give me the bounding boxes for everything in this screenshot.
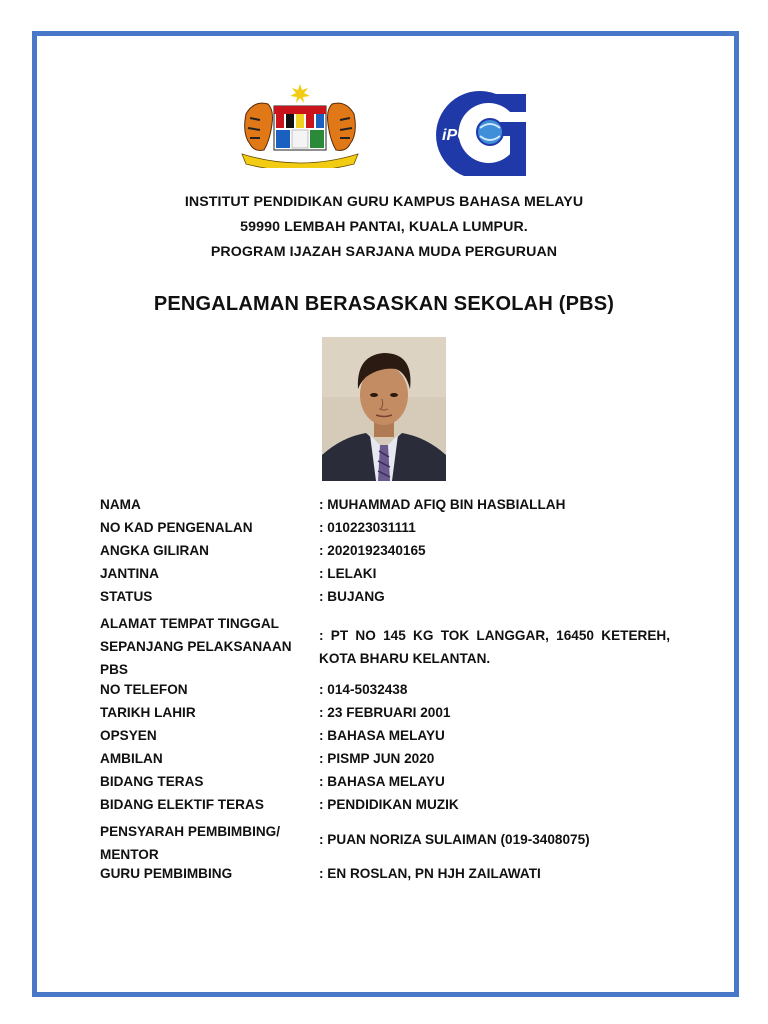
student-photo xyxy=(322,337,446,481)
row-label: AMBILAN xyxy=(100,751,163,766)
row-label: ANGKA GILIRAN xyxy=(100,543,209,558)
page-title: PENGALAMAN BERASASKAN SEKOLAH (PBS) xyxy=(153,293,615,315)
row-value: : EN ROSLAN, PN HJH ZAILAWATI xyxy=(319,866,541,881)
row-value: : 010223031111 xyxy=(319,520,416,535)
program-name: PROGRAM IJAZAH SARJANA MUDA PERGURUAN xyxy=(210,244,558,260)
row-label: BIDANG ELEKTIF TERAS xyxy=(100,797,264,812)
row-label: TARIKH LAHIR xyxy=(100,705,196,720)
row-label: JANTINA xyxy=(100,566,159,581)
row-value: : 23 FEBRUARI 2001 xyxy=(319,705,451,720)
row-label: STATUS xyxy=(100,589,153,604)
row-label: GURU PEMBIMBING xyxy=(100,866,233,881)
row-value: : PUAN NORIZA SULAIMAN (019-3408075) xyxy=(319,832,590,847)
row-value: : PISMP JUN 2020 xyxy=(319,751,435,766)
row-value: : 014-5032438 xyxy=(319,682,408,697)
logo-row xyxy=(0,84,768,184)
row-label: BIDANG TERAS xyxy=(100,774,204,789)
row-label: PENSYARAH PEMBIMBING/ MENTOR xyxy=(100,824,281,862)
row-label: NAMA xyxy=(100,497,141,512)
institute-name: INSTITUT PENDIDIKAN GURU KAMPUS BAHASA MELAYU xyxy=(184,194,584,210)
row-value: : 2020192340165 xyxy=(319,543,426,558)
row-value: : PENDIDIKAN MUZIK xyxy=(319,797,459,812)
row-value: : BAHASA MELAYU xyxy=(319,774,445,789)
row-value: : PT NO 145 KG TOK LANGGAR, 16450 KETEREH, KOTA BHARU KELANTAN. xyxy=(319,628,670,666)
row-label: NO TELEFON xyxy=(100,682,188,697)
row-value: : MUHAMMAD AFIQ BIN HASBIALLAH xyxy=(319,497,566,512)
row-value: : BAHASA MELAYU xyxy=(319,728,445,743)
row-value: : BUJANG xyxy=(319,589,385,604)
row-value: : LELAKI xyxy=(319,566,377,581)
institute-address: 59990 LEMBAH PANTAI, KUALA LUMPUR. xyxy=(240,219,528,235)
row-label: ALAMAT TEMPAT TINGGAL SEPANJANG PELAKSANAAN PBS xyxy=(100,616,292,677)
ipg-logo-text: iPG xyxy=(442,127,470,144)
malaysia-coat-of-arms-logo xyxy=(236,84,364,168)
row-label: OPSYEN xyxy=(100,728,157,743)
ipg-logo xyxy=(436,90,532,176)
row-label: NO KAD PENGENALAN xyxy=(100,520,253,535)
